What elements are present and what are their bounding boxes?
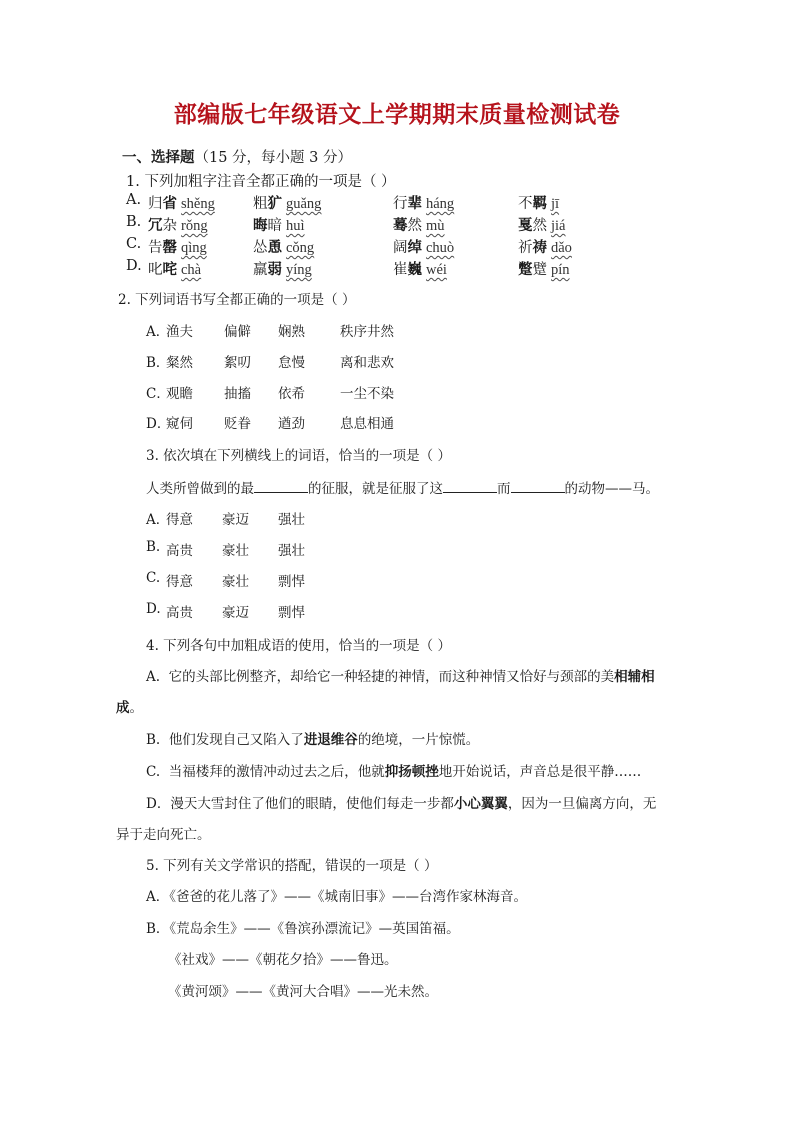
hanzi: 然 [532,218,547,234]
fill-blank [511,480,565,493]
idiom-bold: 成 [116,700,130,716]
option-text: 地开始说话，声音总是很平静…… [438,764,642,780]
hanzi: 羸 [253,262,268,278]
option-word: 得意 [166,512,193,528]
option-text: 当福楼拜的激情冲动过去之后，他就 [168,764,385,780]
option-label: C. [126,236,142,252]
question-3-sentence [146,477,659,497]
section-heading-note: （15 分，每小题 3 分） [194,150,353,166]
question-4-option-a [146,665,655,685]
hanzi: 然 [407,218,422,234]
option-label: A. [146,669,161,685]
option-word: 依希 [278,386,305,402]
option-word: 离和悲欢 [340,355,394,371]
pinyin: qìng [181,240,207,256]
hanzi: 罄 [162,239,177,256]
pinyin-item [253,236,314,257]
question-4-option-b [146,728,479,748]
option-word: 偏僻 [224,324,251,340]
question-5-option-a: A．《爸爸的花儿落了》——《城南旧事》——台湾作家林海音。 [146,889,527,905]
pinyin-item [148,258,201,279]
hanzi: 弱 [267,261,282,278]
question-5-option-c: 《社戏》——《朝花夕拾》——鲁迅。 [168,952,398,968]
hanzi: 戛 [518,217,533,234]
option-label: B. [126,214,142,230]
option-word: 豪迈 [222,512,249,528]
hanzi: 阔 [393,240,408,256]
page-title: 部编版七年级语文上学期期末质量检测试卷 [173,102,621,128]
question-5-option-d: 《黄河颂》——《黄河大合唱》——光未然。 [168,984,438,1000]
option-label: D． [146,796,171,812]
option-word: 抽搐 [224,386,251,402]
pinyin-item [393,258,447,279]
option-word: 贬眷 [224,416,251,432]
option-word: 怠慢 [278,355,305,371]
option-word: 娴熟 [278,324,305,340]
question-4-option-d-line2: 异于走向死亡。 [116,827,211,843]
option-word: 遒劲 [278,416,305,432]
option-label: B． [146,355,170,371]
pinyin-item [253,192,321,213]
pinyin: jiá [551,218,566,234]
hanzi: 杂 [162,218,177,234]
sentence-part: 的动物——马。 [564,481,659,497]
pinyin-item [393,236,454,257]
pinyin: rǒng [181,218,208,234]
option-word: 豪壮 [222,574,249,590]
fill-blank [254,480,308,493]
sentence-part: 而 [497,481,511,497]
option-word: 强壮 [278,512,305,528]
hanzi: 祈 [518,240,533,256]
hanzi: 蓦 [393,217,408,234]
idiom-bold: 抑扬顿挫 [384,764,439,780]
pinyin: chà [181,262,202,278]
question-4-option-d [146,792,656,812]
pinyin: cǒng [286,240,315,256]
hanzi: 归 [148,196,163,212]
hanzi: 咤 [162,261,177,278]
pinyin-item [253,214,305,235]
option-label: D. [126,258,142,274]
pinyin: chuò [426,240,455,256]
option-text: 。 [129,700,143,716]
pinyin-item [518,192,559,213]
question-2-stem: 2. 下列词语书写全都正确的一项是（ ） [118,292,356,308]
option-text: 漫天大雪封住了他们的眼睛，使他们每走一步都 [170,796,454,812]
pinyin-item [518,236,572,257]
option-text: 它的头部比例整齐，却给它一种轻捷的神情，而这种神情又恰好与颈部的美 [168,669,615,685]
pinyin: guǎng [286,196,322,212]
option-word: 絮叨 [224,355,251,371]
option-label: C. [146,764,161,780]
option-text: 他们发现自己又陷入了 [168,732,304,748]
option-label: A. [126,192,142,208]
option-word: 剽悍 [278,574,305,590]
option-text: 的绝境，一片惊慌。 [357,732,480,748]
pinyin: mù [426,218,445,234]
hanzi: 犷 [267,195,282,212]
option-text: ，因为一旦偏离方向，无 [507,796,657,812]
question-5-stem: 5. 下列有关文学常识的搭配，错误的一项是（ ） [146,858,438,874]
option-label: C. [146,570,161,586]
pinyin: dǎo [551,240,572,256]
pinyin: huì [286,218,305,234]
option-word: 高贵 [166,543,193,559]
pinyin: jī [551,196,560,212]
option-label: A． [146,512,170,528]
hanzi: 恿 [267,239,282,256]
pinyin-item [518,214,566,235]
option-label: B. [146,732,161,748]
hanzi: 行 [393,196,408,212]
question-4-option-a-line2 [116,696,143,716]
option-label: B. [146,539,161,555]
hanzi: 粗 [253,196,268,212]
pinyin-item [148,236,207,257]
idiom-bold: 进退维谷 [303,732,358,748]
hanzi: 辈 [407,195,422,212]
hanzi: 躄 [532,262,547,278]
pinyin-item [148,214,208,235]
hanzi: 省 [162,195,177,212]
option-word: 秩序井然 [340,324,394,340]
option-word: 豪壮 [222,543,249,559]
hanzi: 崔 [393,262,408,278]
option-word: 高贵 [166,605,193,621]
section-heading [122,146,352,167]
sentence-part: 的征服，就是征服了这 [308,481,443,497]
question-3-stem: 3. 依次填在下列横线上的词语，恰当的一项是（ ） [146,448,451,464]
pinyin: wéi [426,262,447,278]
pinyin-item [253,258,312,279]
pinyin: shěng [181,196,215,212]
hanzi: 晦 [253,217,268,234]
option-word: 剽悍 [278,605,305,621]
pinyin-item [393,214,445,235]
hanzi: 祷 [532,239,547,256]
option-label: D． [146,416,171,432]
option-label: C． [146,386,170,402]
option-word: 渔夫 [166,324,193,340]
option-word: 强壮 [278,543,305,559]
hanzi: 告 [148,240,163,256]
question-1-stem: 1. 下列加粗字注音全都正确的一项是（ ） [126,174,396,190]
sentence-part: 人类所曾做到的最 [146,481,254,497]
hanzi: 不 [518,196,533,212]
option-word: 一尘不染 [340,386,394,402]
pinyin-item [518,258,570,279]
hanzi: 暗 [267,218,282,234]
option-word: 窥伺 [166,416,193,432]
option-label: A． [146,324,170,340]
hanzi: 绰 [407,239,422,256]
option-word: 观瞻 [166,386,193,402]
question-4-stem: 4. 下列各句中加粗成语的使用，恰当的一项是（ ） [146,638,451,654]
hanzi: 羁 [532,195,547,212]
pinyin-item [148,192,215,213]
hanzi: 蹩 [518,261,533,278]
pinyin: pín [551,262,570,278]
fill-blank [443,480,497,493]
option-word: 得意 [166,574,193,590]
option-word: 息息相通 [340,416,394,432]
option-label: D. [146,601,161,617]
option-word: 豪迈 [222,605,249,621]
section-heading-label: 一、选择题 [122,149,195,166]
pinyin: yíng [286,262,312,278]
question-5-option-b: B．《荒岛余生》——《鲁滨孙漂流记》—英国笛福。 [146,921,460,937]
hanzi: 冗 [148,217,163,234]
hanzi: 巍 [407,261,422,278]
pinyin: háng [426,196,455,212]
idiom-bold: 小心翼翼 [453,796,508,812]
idiom-bold: 相辅相 [614,669,655,685]
hanzi: 叱 [148,262,163,278]
question-4-option-c [146,760,641,780]
option-word: 粲然 [166,355,193,371]
hanzi: 怂 [253,240,268,256]
pinyin-item [393,192,454,213]
